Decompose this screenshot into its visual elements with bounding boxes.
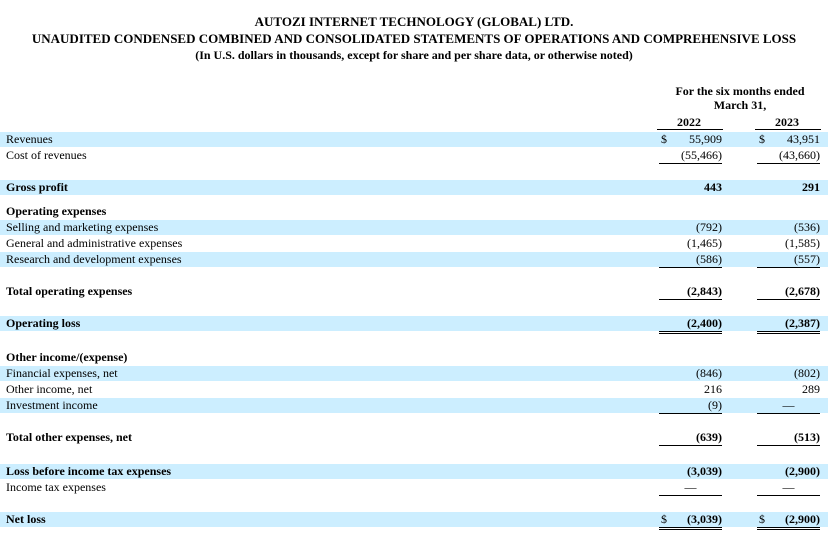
table-row <box>0 132 828 147</box>
row-value: 289 <box>802 382 820 396</box>
value-cell-2023 <box>757 252 820 268</box>
row-label: Income tax expenses <box>6 480 106 494</box>
value-cell-2023 <box>757 350 820 365</box>
value-cell-2022 <box>659 512 722 530</box>
row-value: (639) <box>696 430 722 444</box>
table-row <box>0 480 828 495</box>
row-value: (3,039) <box>687 464 722 478</box>
row-value: (802) <box>794 366 820 380</box>
value-cell-2022 <box>659 148 722 164</box>
row-value: (513) <box>794 430 820 444</box>
row-value: — <box>782 398 795 412</box>
value-cell-2023 <box>757 398 820 414</box>
row-value: (2,900) <box>785 512 820 526</box>
row-label: Total other expenses, net <box>6 430 132 444</box>
row-label: Operating expenses <box>6 204 107 218</box>
table-row <box>0 148 828 163</box>
row-label: Cost of revenues <box>6 148 87 162</box>
table-row <box>0 316 828 331</box>
row-value: (2,387) <box>785 316 820 330</box>
row-label: Other income, net <box>6 382 93 396</box>
table-row <box>0 398 828 413</box>
value-cell-2022 <box>659 316 722 334</box>
table-row <box>0 430 828 445</box>
statement-title: UNAUDITED CONDENSED COMBINED AND CONSOLIDATED STATEMENTS OF OPERATIONS AND COMPREHENSIVE LOSS <box>31 31 797 46</box>
value-cell-2023 <box>757 236 820 251</box>
year-header-2023: 2023 <box>775 115 799 129</box>
row-label: Loss before income tax expenses <box>6 464 172 478</box>
row-value: (2,678) <box>785 284 820 298</box>
value-cell-2023 <box>757 366 820 381</box>
row-label: Gross profit <box>6 180 68 194</box>
row-value: — <box>684 480 697 494</box>
row-value: (536) <box>794 220 820 234</box>
row-value: (55,466) <box>681 148 722 162</box>
row-label: General and administrative expenses <box>6 236 183 250</box>
value-cell-2022 <box>659 398 722 414</box>
currency-symbol: $ <box>661 132 667 146</box>
value-cell-2023 <box>757 204 820 219</box>
row-label: Revenues <box>6 132 53 146</box>
row-value: (792) <box>696 220 722 234</box>
currency-symbol: $ <box>661 512 667 526</box>
value-cell-2022 <box>659 132 722 147</box>
value-cell-2023 <box>757 512 820 530</box>
currency-symbol: $ <box>759 512 765 526</box>
row-value: (2,843) <box>687 284 722 298</box>
period-header-line2: March 31, <box>713 98 767 112</box>
row-value: 443 <box>704 180 722 194</box>
value-cell-2022 <box>659 252 722 268</box>
value-cell-2023 <box>757 180 820 195</box>
table-row <box>0 350 828 365</box>
row-value: (3,039) <box>687 512 722 526</box>
period-header-line1: For the six months ended <box>675 84 805 98</box>
row-label: Selling and marketing expenses <box>6 220 159 234</box>
row-label: Total operating expenses <box>6 284 133 298</box>
table-row <box>0 252 828 267</box>
company-name: AUTOZI INTERNET TECHNOLOGY (GLOBAL) LTD. <box>254 14 574 29</box>
value-cell-2023 <box>757 430 820 446</box>
row-value: (2,400) <box>687 316 722 330</box>
row-value: 216 <box>704 382 722 396</box>
value-cell-2022 <box>659 366 722 381</box>
value-cell-2023 <box>757 220 820 235</box>
year-header-2022: 2022 <box>677 115 701 129</box>
table-row <box>0 204 828 219</box>
row-value: (846) <box>696 366 722 380</box>
row-value: (9) <box>708 398 722 412</box>
value-cell-2022 <box>659 350 722 365</box>
units-note: (In U.S. dollars in thousands, except for share and per share data, or otherwise noted) <box>195 48 633 62</box>
row-label: Research and development expenses <box>6 252 182 266</box>
row-label: Investment income <box>6 398 98 412</box>
value-cell-2022 <box>659 204 722 219</box>
table-row <box>0 382 828 397</box>
value-cell-2023 <box>757 382 820 397</box>
currency-symbol: $ <box>759 132 765 146</box>
value-cell-2022 <box>659 180 722 195</box>
value-cell-2023 <box>757 284 820 300</box>
row-value: (1,585) <box>785 236 820 250</box>
value-cell-2023 <box>757 148 820 164</box>
row-value: — <box>782 480 795 494</box>
row-value: (586) <box>696 252 722 266</box>
row-label: Net loss <box>6 512 46 526</box>
row-label: Financial expenses, net <box>6 366 118 380</box>
table-row <box>0 366 828 381</box>
value-cell-2022 <box>659 236 722 251</box>
value-cell-2023 <box>757 132 820 147</box>
row-value: 43,951 <box>787 132 820 146</box>
row-value: (2,900) <box>785 464 820 478</box>
value-cell-2022 <box>659 284 722 300</box>
row-label: Other income/(expense) <box>6 350 128 364</box>
value-cell-2022 <box>659 220 722 235</box>
row-label: Operating loss <box>6 316 81 330</box>
row-value: 291 <box>802 180 820 194</box>
table-row <box>0 220 828 235</box>
value-cell-2022 <box>659 382 722 397</box>
table-row <box>0 236 828 251</box>
row-value: 55,909 <box>689 132 722 146</box>
table-row <box>0 284 828 299</box>
value-cell-2022 <box>659 464 722 479</box>
value-cell-2023 <box>757 316 820 334</box>
row-value: (43,660) <box>779 148 820 162</box>
value-cell-2023 <box>757 480 820 496</box>
table-row <box>0 180 828 195</box>
value-cell-2022 <box>659 480 722 496</box>
table-row <box>0 464 828 479</box>
table-row <box>0 512 828 527</box>
value-cell-2022 <box>659 430 722 446</box>
row-value: (1,465) <box>687 236 722 250</box>
value-cell-2023 <box>757 464 820 479</box>
row-value: (557) <box>794 252 820 266</box>
